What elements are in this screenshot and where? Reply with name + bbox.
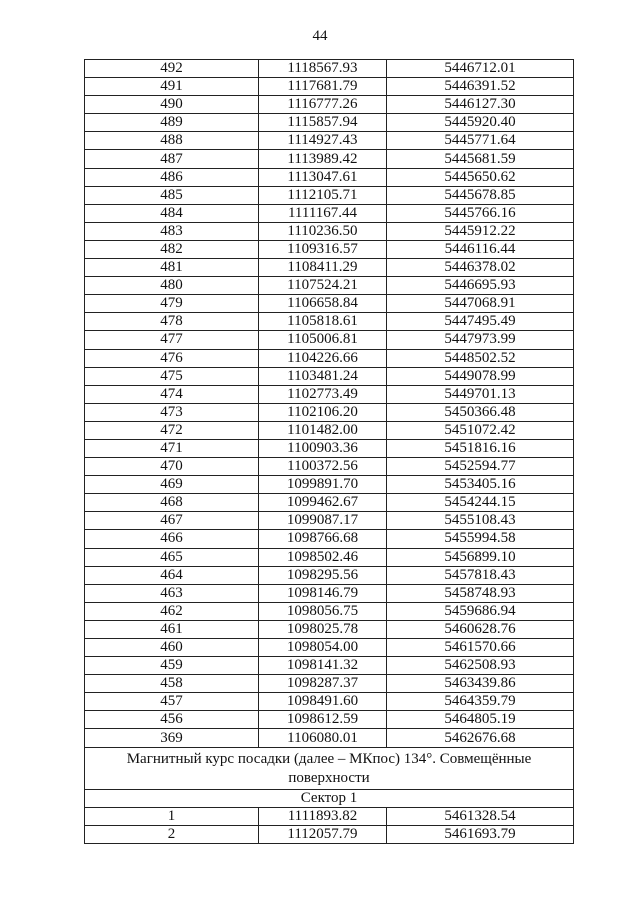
point-number: 477: [85, 331, 259, 349]
coordinate-x: 1103481.24: [259, 367, 387, 385]
table-row: [85, 313, 574, 331]
table-row: [85, 259, 574, 277]
table-row: [85, 602, 574, 620]
point-number: 483: [85, 222, 259, 240]
point-number: 474: [85, 385, 259, 403]
coordinate-x: 1110236.50: [259, 222, 387, 240]
point-number: 470: [85, 458, 259, 476]
coordinate-x: 1099462.67: [259, 494, 387, 512]
point-number: 489: [85, 114, 259, 132]
point-number: 478: [85, 313, 259, 331]
table-row: [85, 693, 574, 711]
coordinate-y: 5460628.76: [387, 620, 574, 638]
point-number: 479: [85, 295, 259, 313]
point-number: 486: [85, 168, 259, 186]
coordinate-y: 5455108.43: [387, 512, 574, 530]
point-number: 463: [85, 584, 259, 602]
table-row: [85, 675, 574, 693]
coordinate-y: 5464805.19: [387, 711, 574, 729]
table-row: [85, 476, 574, 494]
table-row: [85, 620, 574, 638]
coordinate-y: 5445766.16: [387, 204, 574, 222]
table-row: [85, 657, 574, 675]
coordinate-y: 5458748.93: [387, 584, 574, 602]
sector-title: Сектор 1: [85, 789, 574, 807]
point-number: 475: [85, 367, 259, 385]
coordinate-y: 5457818.43: [387, 566, 574, 584]
coordinate-x: 1105818.61: [259, 313, 387, 331]
table-row: [85, 807, 574, 825]
coordinate-y: 5463439.86: [387, 675, 574, 693]
coordinate-x: 1098295.56: [259, 566, 387, 584]
point-number: 487: [85, 150, 259, 168]
coordinate-x: 1098612.59: [259, 711, 387, 729]
table-row: [85, 186, 574, 204]
coordinate-y: 5447973.99: [387, 331, 574, 349]
coordinate-y: 5451072.42: [387, 421, 574, 439]
table-row: [85, 530, 574, 548]
page-number: 44: [312, 28, 328, 44]
coordinate-x: 1102773.49: [259, 385, 387, 403]
coordinate-y: 5446712.01: [387, 60, 574, 78]
table-row: [85, 711, 574, 729]
coordinate-y: 5448502.52: [387, 349, 574, 367]
point-number: 466: [85, 530, 259, 548]
coordinate-y: 5445650.62: [387, 168, 574, 186]
coordinate-x: 1098054.00: [259, 639, 387, 657]
point-number: 491: [85, 78, 259, 96]
coordinate-x: 1100903.36: [259, 439, 387, 457]
coordinate-y: 5446695.93: [387, 277, 574, 295]
table-row: [85, 494, 574, 512]
point-number: 464: [85, 566, 259, 584]
coordinate-x: 1104226.66: [259, 349, 387, 367]
coordinate-x: 1117681.79: [259, 78, 387, 96]
coordinate-x: 1098491.60: [259, 693, 387, 711]
table-row: [85, 385, 574, 403]
point-number: 1: [85, 807, 259, 825]
coordinate-x: 1100372.56: [259, 458, 387, 476]
point-number: 465: [85, 548, 259, 566]
table-row: [85, 566, 574, 584]
coordinate-x: 1115857.94: [259, 114, 387, 132]
coordinate-x: 1106080.01: [259, 729, 387, 747]
coordinate-x: 1109316.57: [259, 240, 387, 258]
point-number: 467: [85, 512, 259, 530]
coordinate-y: 5446127.30: [387, 96, 574, 114]
coordinate-y: 5446391.52: [387, 78, 574, 96]
table-row: [85, 168, 574, 186]
coordinate-y: 5445920.40: [387, 114, 574, 132]
point-number: 476: [85, 349, 259, 367]
table-row: [85, 277, 574, 295]
coordinate-x: 1107524.21: [259, 277, 387, 295]
coordinate-x: 1106658.84: [259, 295, 387, 313]
coordinate-x: 1118567.93: [259, 60, 387, 78]
point-number: 484: [85, 204, 259, 222]
table-row: [85, 222, 574, 240]
point-number: 461: [85, 620, 259, 638]
coordinate-y: 5462508.93: [387, 657, 574, 675]
coordinate-x: 1098056.75: [259, 602, 387, 620]
coordinate-x: 1098766.68: [259, 530, 387, 548]
table-row: [85, 150, 574, 168]
coordinate-y: 5455994.58: [387, 530, 574, 548]
coordinate-x: 1111167.44: [259, 204, 387, 222]
coordinate-y: 5461693.79: [387, 825, 574, 843]
coordinate-x: 1101482.00: [259, 421, 387, 439]
point-number: 490: [85, 96, 259, 114]
point-number: 469: [85, 476, 259, 494]
coordinate-x: 1098287.37: [259, 675, 387, 693]
coordinate-y: 5445912.22: [387, 222, 574, 240]
coordinate-y: 5452594.77: [387, 458, 574, 476]
coordinate-x: 1113047.61: [259, 168, 387, 186]
point-number: 2: [85, 825, 259, 843]
table-row: [85, 403, 574, 421]
coordinate-x: 1111893.82: [259, 807, 387, 825]
coordinate-y: 5445681.59: [387, 150, 574, 168]
coordinate-y: 5454244.15: [387, 494, 574, 512]
coordinate-y: 5453405.16: [387, 476, 574, 494]
table-row: [85, 60, 574, 78]
table-row: [85, 548, 574, 566]
table-row: [85, 349, 574, 367]
coordinate-x: 1098141.32: [259, 657, 387, 675]
table-row: [85, 96, 574, 114]
point-number: 369: [85, 729, 259, 747]
table-row: [85, 421, 574, 439]
table-row: [85, 439, 574, 457]
coordinate-x: 1112105.71: [259, 186, 387, 204]
point-number: 480: [85, 277, 259, 295]
table-row: [85, 240, 574, 258]
coordinate-x: 1098146.79: [259, 584, 387, 602]
landing-course-note: Магнитный курс посадки (далее – МКпос) 134°. Совмещённые поверхности: [85, 747, 574, 789]
coordinate-y: 5456899.10: [387, 548, 574, 566]
point-number: 462: [85, 602, 259, 620]
coordinate-y: 5450366.48: [387, 403, 574, 421]
table-row: [85, 458, 574, 476]
coordinate-y: 5461570.66: [387, 639, 574, 657]
coordinate-y: 5445678.85: [387, 186, 574, 204]
coordinate-x: 1116777.26: [259, 96, 387, 114]
table-row: [85, 132, 574, 150]
point-number: 492: [85, 60, 259, 78]
table-row: [85, 512, 574, 530]
table-row: [85, 114, 574, 132]
point-number: 472: [85, 421, 259, 439]
coordinate-y: 5451816.16: [387, 439, 574, 457]
coordinate-y: 5449078.99: [387, 367, 574, 385]
coordinate-y: 5464359.79: [387, 693, 574, 711]
coordinate-x: 1098025.78: [259, 620, 387, 638]
coordinate-y: 5462676.68: [387, 729, 574, 747]
point-number: 460: [85, 639, 259, 657]
point-number: 457: [85, 693, 259, 711]
coordinate-y: 5449701.13: [387, 385, 574, 403]
coordinate-x: 1108411.29: [259, 259, 387, 277]
coordinate-y: 5445771.64: [387, 132, 574, 150]
point-number: 481: [85, 259, 259, 277]
note-section: [85, 747, 574, 807]
coordinate-x: 1102106.20: [259, 403, 387, 421]
coordinate-x: 1099087.17: [259, 512, 387, 530]
coordinate-y: 5446116.44: [387, 240, 574, 258]
point-number: 468: [85, 494, 259, 512]
coordinates-rows: [85, 60, 574, 748]
sector-rows: [85, 807, 574, 843]
sector-title-row: [85, 789, 574, 807]
table-row: [85, 639, 574, 657]
table-row: [85, 204, 574, 222]
table-row: [85, 825, 574, 843]
point-number: 459: [85, 657, 259, 675]
point-number: 473: [85, 403, 259, 421]
coordinate-y: 5447068.91: [387, 295, 574, 313]
coordinate-y: 5459686.94: [387, 602, 574, 620]
table-row: [85, 295, 574, 313]
point-number: 456: [85, 711, 259, 729]
table-row: [85, 584, 574, 602]
coordinate-x: 1105006.81: [259, 331, 387, 349]
coordinate-x: 1098502.46: [259, 548, 387, 566]
coordinate-y: 5446378.02: [387, 259, 574, 277]
coordinate-x: 1099891.70: [259, 476, 387, 494]
coordinates-table: [84, 59, 574, 844]
point-number: 488: [85, 132, 259, 150]
point-number: 485: [85, 186, 259, 204]
note-row: [85, 747, 574, 789]
coordinate-y: 5461328.54: [387, 807, 574, 825]
coordinate-x: 1114927.43: [259, 132, 387, 150]
table-row: [85, 729, 574, 747]
point-number: 458: [85, 675, 259, 693]
table-row: [85, 78, 574, 96]
coordinate-y: 5447495.49: [387, 313, 574, 331]
table-row: [85, 367, 574, 385]
point-number: 471: [85, 439, 259, 457]
point-number: 482: [85, 240, 259, 258]
table-row: [85, 331, 574, 349]
coordinate-x: 1113989.42: [259, 150, 387, 168]
coordinate-x: 1112057.79: [259, 825, 387, 843]
